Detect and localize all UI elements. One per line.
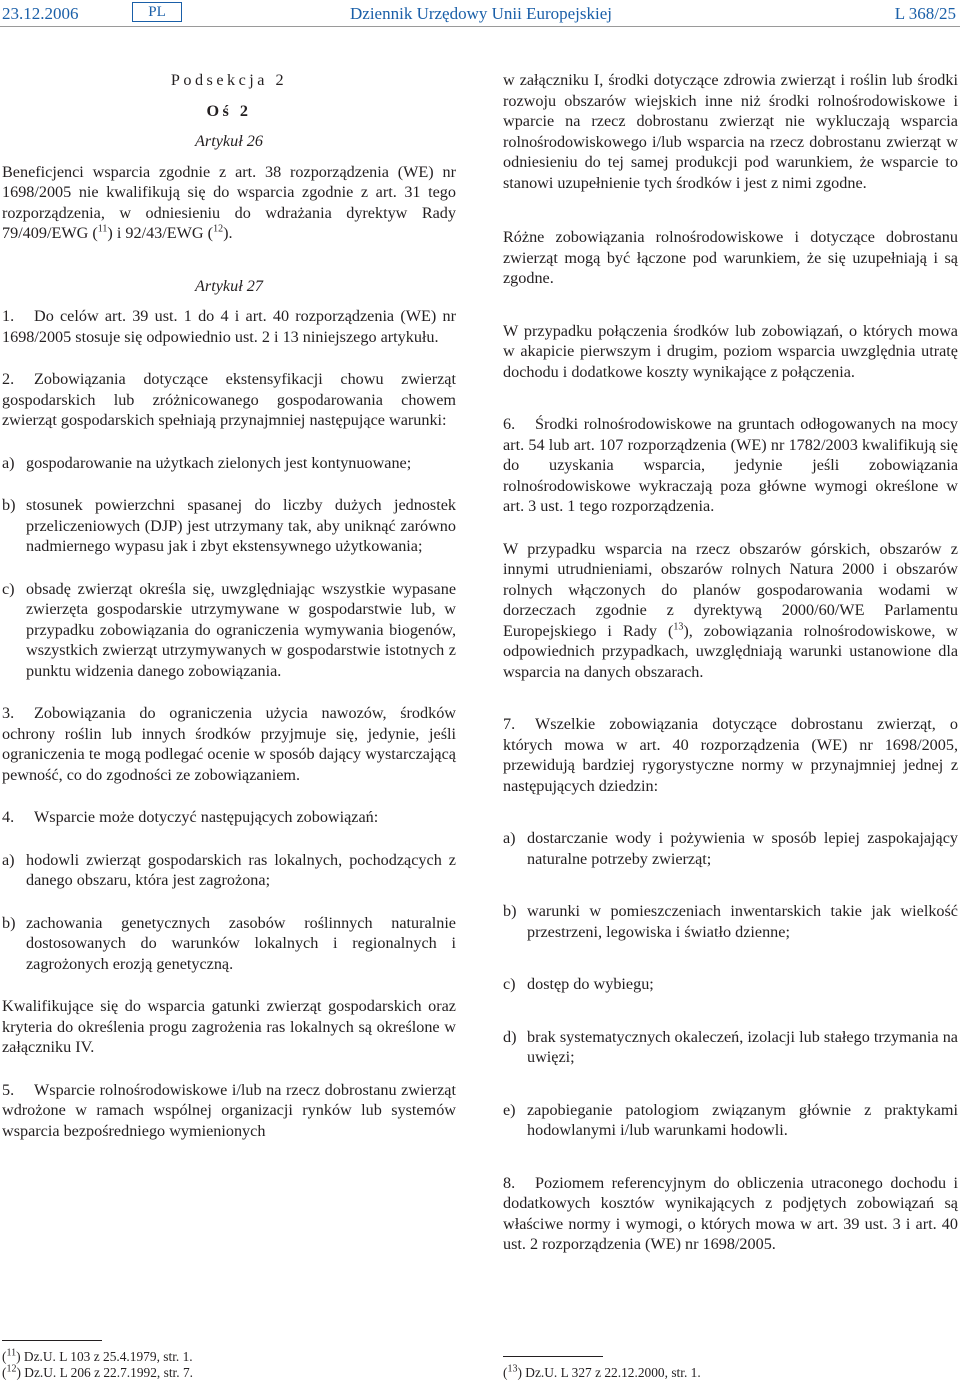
list-item: c) dostęp do wybiegu; <box>503 975 654 993</box>
list-item: e) zapobieganie patologiom związanym głównie z praktykami hodowlanymi i/lub warunkami hodowli. <box>503 1100 958 1139</box>
left-column <box>2 70 456 1141</box>
language-box: PL <box>132 2 182 22</box>
paragraph-5-combined: Różne zobowiązania rolnośrodowiskowe i dotyczące dobrostanu zwierząt mogą być łączone pod warunkiem, że się uzupełniają i są zgodne. <box>503 228 958 287</box>
footnotes-right <box>503 1356 957 1381</box>
footnote-divider <box>2 1340 102 1341</box>
paragraph-7: 7. Wszelkie zobowiązania dotyczące dobrostanu zwierząt, o których mowa w art. 40 rozporządzenia (WE) nr 1698/2005, przewidują bardziej rygorystyczne normy w przynajmniej jednej z następujących dziedzin: <box>503 715 958 795</box>
footnote-ref: 13 <box>673 621 684 633</box>
list-item: b) warunki w pomieszczeniach inwentarskich takie jak wielkość przestrzeni, legowiska i światło dzienne; <box>503 902 958 941</box>
footnote: ($^{13}$) Dz.U. L 327 z 22.12.2000, str. 1. <box>503 1363 701 1380</box>
journal-title: Dziennik Urzędowy Unii Europejskiej <box>350 4 613 23</box>
paragraph-6-areas: W przypadku wsparcia na rzecz obszarów górskich, obszarów z innymi utrudnieniami, obszarów rolnych Natura 2000 i obszarów rolnych włączonych do planów gospodarowania wodami w dorzeczach zgodnie z dyrektywą 2000/60/WE Parlamentu Europejskiego i Rady ($^{13}$), zobowiązania rolnośrodowiskowe, w odpowiednich przypadkach, uwzględniają warunki ustanowione dla wsparcia na danych obszarach. <box>503 539 958 681</box>
list-item: b) stosunek powierzchni spasanej do liczby dużych jednostek przeliczeniowych (DJP) jest utrzymany tak, aby uniknąć zarówno nadmiernego wypasu jak i zbyt ekstensywnego użytkowania; <box>2 496 456 555</box>
list-item: b) zachowania genetycznych zasobów roślinnych naturalnie dostosowanych do warunków lokalnych i regionalnych i zagrożonych erozją genetyczną. <box>2 913 456 973</box>
paragraph-1: 1. Do celów art. 39 ust. 1 do 4 i art. 40 rozporządzenia (WE) nr 1698/2005 stosuje się odpowiednio ust. 2 i 13 niniejszego artykułu. <box>2 307 456 346</box>
page-header <box>0 0 960 27</box>
paragraph-6: 6. Środki rolnośrodowiskowe na gruntach odłogowanych na mocy art. 54 lub art. 107 rozporządzenia (WE) nr 1782/2003 kwalifikują się do uzyskania wsparcia, jedynie jeśli zobowiązania rolnośrodowiskowe wykraczają poza główne wymogi określone w art. 3 ust. 1 tego rozporządzenia. <box>503 415 958 515</box>
footnote: ($^{11}$) Dz.U. L 103 z 25.4.1979, str. 1. <box>2 1347 193 1364</box>
publication-date: 23.12.2006 <box>2 4 79 23</box>
article-26-title: Artykuł 26 <box>195 132 263 150</box>
paragraph-4: 4. Wsparcie może dotyczyć następujących zobowiązań: <box>2 808 379 826</box>
list-item: d) brak systematycznych okaleczeń, izolacji lub stałego trzymania na uwięzi; <box>503 1027 958 1066</box>
article-26-text: Beneficjenci wsparcia zgodnie z art. 38 rozporządzenia (WE) nr 1698/2005 nie kwalifikują się do wsparcia zgodnie z art. 31 tego rozporządzenia, w odniesieniu do wdrażania dyrektyw Rady 79/409/EWG ($^{11}$) i 92/43/EWG ($^{12}$). <box>2 162 456 242</box>
footnote-divider <box>503 1356 603 1357</box>
paragraph-4-tail: Kwalifikujące się do wsparcia gatunki zwierząt gospodarskich oraz kryteria do określenia progu zagrożenia ras lokalnych są określone w załączniku IV. <box>2 997 456 1056</box>
subsection-heading: Podsekcja 2 <box>170 71 288 89</box>
footnote-ref: 11 <box>97 223 108 235</box>
paragraph-8: 8. Poziomem referencyjnym do obliczenia utraconego dochodu i dodatkowych kosztów wynikających z podjętych zobowiązań są właściwe normy i wymogi, o których mowa w art. 39 ust. 3 i art. 40 ust. 2 rozporządzenia (WE) nr 1698/2005. <box>503 1173 958 1253</box>
footnotes-left <box>2 1340 456 1381</box>
right-column <box>503 70 958 1255</box>
page-number: L 368/25 <box>894 4 956 23</box>
article-27-title: Artykuł 27 <box>195 276 263 295</box>
footnote: ($^{12}$) Dz.U. L 206 z 22.7.1992, str. 7. <box>2 1363 194 1380</box>
paragraph-5-combination: W przypadku połączenia środków lub zobowiązań, o których mowa w akapicie pierwszym i drugim, poziom wsparcia uwzględnia utratę dochodu i dodatkowe koszty wynikające z połączenia. <box>503 321 958 381</box>
list-item: a) dostarczanie wody i pożywienia w sposób lepiej zaspokajający naturalne potrzeby zwierząt; <box>503 829 958 868</box>
paragraph-5-continued: w załączniku I, środki dotyczące zdrowia zwierząt i roślin lub środki rozwoju obszarów wiejskich inne niż środki rolnośrodowiskowe i wparcie na rzecz dobrostanu zwierząt nie wykluczają wsparcia rolnośrodowiskowego i/lub wsparcia na rzecz dobrostanu zwierząt w odniesieniu do tej samej produkcji pod warunkiem, że wsparcie to stanowi uzupełnienie tych środków i jest z nimi zgodne. <box>503 71 958 192</box>
footnote-ref: 12 <box>213 223 224 235</box>
paragraph-5: 5. Wsparcie rolnośrodowiskowe i/lub na rzecz dobrostanu zwierząt wdrożone w ramach wspólnej organizacji rynków lub systemów wsparcia bezpośredniego wymienionych <box>2 1080 456 1140</box>
paragraph-2: 2. Zobowiązania dotyczące ekstensyfikacji chowu zwierząt gospodarskich lub zróżnicowanego gospodarowania chowem zwierząt gospodarskich spełniają przynajmniej następujące warunki: <box>2 370 456 429</box>
list-item: a) hodowli zwierząt gospodarskich ras lokalnych, pochodzących z danego obszaru, która jest zagrożona; <box>2 850 456 889</box>
axis-heading: Oś 2 <box>206 101 252 120</box>
list-item: c) obsadę zwierząt określa się, uwzględniając wszystkie wypasane zwierzęta gospodarskie utrzymywane w gospodarstwie lub, w przypadku zobowiązania do ograniczenia wymywania biogenów, wszystkich zwierząt utrzymywanych w gospodarstwie istotnych z punktu widzenia danego zobowiązania. <box>2 579 456 680</box>
paragraph-3: 3. Zobowiązania do ograniczenia użycia nawozów, środków ochrony roślin lub innych środków przyjmuje się, jedynie, jeśli ograniczenia te mogą podlegać ocenie w sposób dający wystarczającą pewność, co do zgodności ze zobowiązaniem. <box>2 704 456 784</box>
list-item: a) gospodarowanie na użytkach zielonych jest kontynuowane; <box>2 453 412 472</box>
